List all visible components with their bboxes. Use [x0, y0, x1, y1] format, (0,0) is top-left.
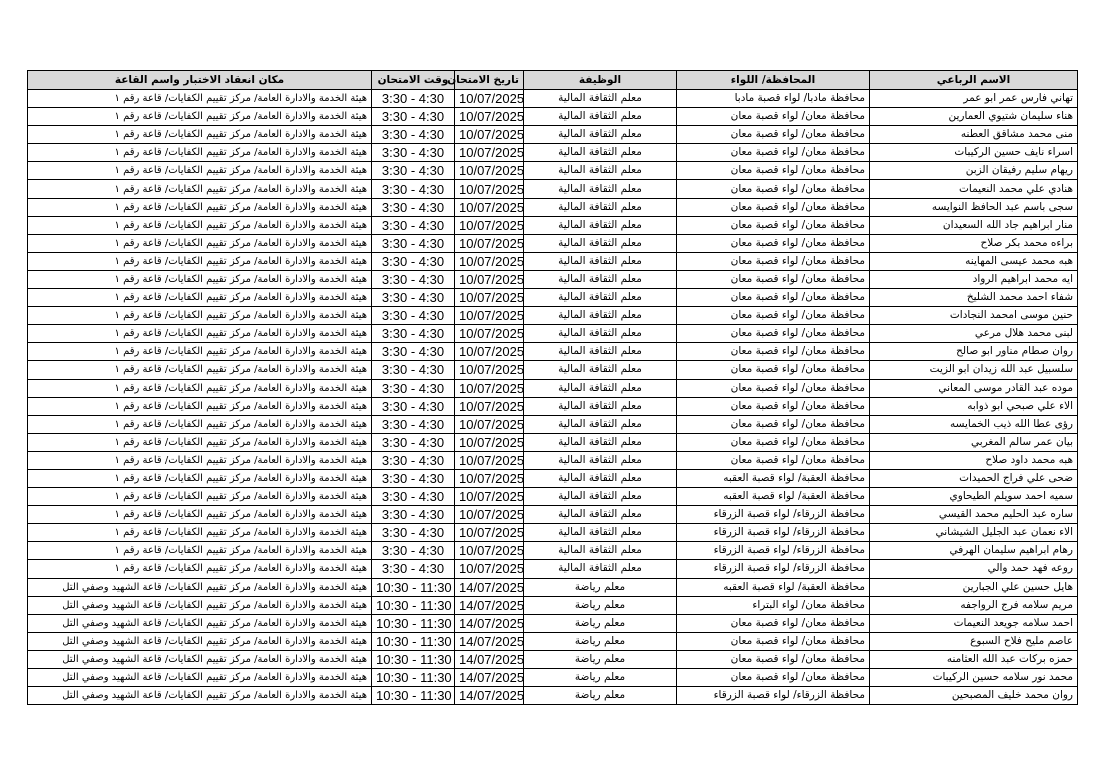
cell-job: معلم الثقافة المالية [524, 524, 677, 542]
cell-time: 3:30 - 4:30 [372, 270, 455, 288]
cell-date: 14/07/2025 [455, 669, 524, 687]
table-row [28, 325, 1078, 343]
table-row [28, 469, 1078, 487]
cell-venue: هيئة الخدمة والادارة العامة/ مركز تقييم الكفايات/ قاعة الشهيد وصفي التل [28, 632, 372, 650]
cell-time: 3:30 - 4:30 [372, 307, 455, 325]
cell-name: الاء نعمان عبد الجليل الشيشاني [870, 524, 1078, 542]
cell-job: معلم الثقافة المالية [524, 379, 677, 397]
cell-time: 10:30 - 11:30 [372, 650, 455, 668]
cell-venue: هيئة الخدمة والادارة العامة/ مركز تقييم الكفايات/ قاعة الشهيد وصفي التل [28, 596, 372, 614]
cell-venue: هيئة الخدمة والادارة العامة/ مركز تقييم الكفايات/ قاعة رقم ١ [28, 415, 372, 433]
cell-job: معلم الثقافة المالية [524, 90, 677, 108]
cell-venue: هيئة الخدمة والادارة العامة/ مركز تقييم الكفايات/ قاعة رقم ١ [28, 252, 372, 270]
exam-schedule-sheet [27, 70, 1077, 705]
cell-time: 10:30 - 11:30 [372, 614, 455, 632]
table-row [28, 596, 1078, 614]
cell-time: 3:30 - 4:30 [372, 361, 455, 379]
table-row [28, 542, 1078, 560]
cell-time: 3:30 - 4:30 [372, 379, 455, 397]
cell-time: 3:30 - 4:30 [372, 162, 455, 180]
cell-date: 10/07/2025 [455, 270, 524, 288]
cell-time: 3:30 - 4:30 [372, 415, 455, 433]
cell-name: رهام ابراهيم سليمان الهرفي [870, 542, 1078, 560]
cell-job: معلم الثقافة المالية [524, 361, 677, 379]
cell-venue: هيئة الخدمة والادارة العامة/ مركز تقييم الكفايات/ قاعة رقم ١ [28, 162, 372, 180]
cell-venue: هيئة الخدمة والادارة العامة/ مركز تقييم الكفايات/ قاعة الشهيد وصفي التل [28, 650, 372, 668]
cell-date: 10/07/2025 [455, 469, 524, 487]
cell-location: محافظة معان/ لواء قصبة معان [677, 650, 870, 668]
cell-date: 10/07/2025 [455, 379, 524, 397]
table-row [28, 433, 1078, 451]
table-row [28, 560, 1078, 578]
cell-job: معلم الثقافة المالية [524, 325, 677, 343]
cell-date: 10/07/2025 [455, 90, 524, 108]
cell-location: محافظة معان/ لواء قصبة معان [677, 451, 870, 469]
cell-time: 3:30 - 4:30 [372, 433, 455, 451]
cell-time: 3:30 - 4:30 [372, 488, 455, 506]
cell-time: 3:30 - 4:30 [372, 180, 455, 198]
table-row [28, 506, 1078, 524]
table-row [28, 234, 1078, 252]
cell-time: 3:30 - 4:30 [372, 469, 455, 487]
cell-venue: هيئة الخدمة والادارة العامة/ مركز تقييم الكفايات/ قاعة رقم ١ [28, 270, 372, 288]
cell-name: سجى باسم عبد الحافظ النوايسه [870, 198, 1078, 216]
cell-time: 3:30 - 4:30 [372, 90, 455, 108]
cell-location: محافظة معان/ لواء قصبة معان [677, 162, 870, 180]
cell-time: 3:30 - 4:30 [372, 108, 455, 126]
cell-time: 3:30 - 4:30 [372, 506, 455, 524]
cell-time: 3:30 - 4:30 [372, 252, 455, 270]
cell-time: 10:30 - 11:30 [372, 578, 455, 596]
cell-time: 3:30 - 4:30 [372, 216, 455, 234]
cell-location: محافظة العقبة/ لواء قصبة العقبه [677, 578, 870, 596]
cell-venue: هيئة الخدمة والادارة العامة/ مركز تقييم الكفايات/ قاعة رقم ١ [28, 289, 372, 307]
table-row [28, 216, 1078, 234]
cell-name: تهاني فارس عمر ابو عمر [870, 90, 1078, 108]
table-row [28, 361, 1078, 379]
table-row [28, 252, 1078, 270]
cell-date: 10/07/2025 [455, 451, 524, 469]
cell-location: محافظة الزرقاء/ لواء قصبة الزرقاء [677, 542, 870, 560]
table-row [28, 669, 1078, 687]
cell-date: 10/07/2025 [455, 542, 524, 560]
cell-time: 3:30 - 4:30 [372, 325, 455, 343]
cell-time: 10:30 - 11:30 [372, 687, 455, 705]
cell-date: 10/07/2025 [455, 180, 524, 198]
cell-time: 3:30 - 4:30 [372, 126, 455, 144]
table-header-row [28, 71, 1078, 90]
cell-date: 14/07/2025 [455, 578, 524, 596]
cell-job: معلم رياضة [524, 596, 677, 614]
cell-venue: هيئة الخدمة والادارة العامة/ مركز تقييم الكفايات/ قاعة رقم ١ [28, 144, 372, 162]
cell-name: روان محمد خليف المصبحين [870, 687, 1078, 705]
table-row [28, 270, 1078, 288]
table-row [28, 289, 1078, 307]
cell-date: 10/07/2025 [455, 289, 524, 307]
cell-job: معلم رياضة [524, 632, 677, 650]
cell-venue: هيئة الخدمة والادارة العامة/ مركز تقييم الكفايات/ قاعة الشهيد وصفي التل [28, 687, 372, 705]
cell-venue: هيئة الخدمة والادارة العامة/ مركز تقييم الكفايات/ قاعة الشهيد وصفي التل [28, 669, 372, 687]
cell-date: 10/07/2025 [455, 144, 524, 162]
cell-venue: هيئة الخدمة والادارة العامة/ مركز تقييم الكفايات/ قاعة رقم ١ [28, 90, 372, 108]
cell-venue: هيئة الخدمة والادارة العامة/ مركز تقييم الكفايات/ قاعة رقم ١ [28, 397, 372, 415]
cell-location: محافظة الزرقاء/ لواء قصبة الزرقاء [677, 506, 870, 524]
table-row [28, 488, 1078, 506]
cell-location: محافظة مادبا/ لواء قصبة مادبا [677, 90, 870, 108]
cell-time: 3:30 - 4:30 [372, 524, 455, 542]
cell-venue: هيئة الخدمة والادارة العامة/ مركز تقييم الكفايات/ قاعة رقم ١ [28, 361, 372, 379]
cell-name: هبه محمد عيسى المهاينه [870, 252, 1078, 270]
cell-name: ايه محمد ابراهيم الرواد [870, 270, 1078, 288]
cell-location: محافظة معان/ لواء قصبة معان [677, 433, 870, 451]
cell-location: محافظة معان/ لواء قصبة معان [677, 397, 870, 415]
table-row [28, 632, 1078, 650]
cell-time: 10:30 - 11:30 [372, 596, 455, 614]
cell-job: معلم رياضة [524, 578, 677, 596]
cell-date: 10/07/2025 [455, 234, 524, 252]
cell-location: محافظة معان/ لواء قصبة معان [677, 325, 870, 343]
cell-venue: هيئة الخدمة والادارة العامة/ مركز تقييم الكفايات/ قاعة رقم ١ [28, 126, 372, 144]
cell-date: 14/07/2025 [455, 650, 524, 668]
exam-schedule-table [27, 70, 1078, 705]
cell-venue: هيئة الخدمة والادارة العامة/ مركز تقييم الكفايات/ قاعة رقم ١ [28, 198, 372, 216]
cell-job: معلم الثقافة المالية [524, 560, 677, 578]
cell-venue: هيئة الخدمة والادارة العامة/ مركز تقييم الكفايات/ قاعة رقم ١ [28, 542, 372, 560]
cell-date: 10/07/2025 [455, 397, 524, 415]
table-row [28, 687, 1078, 705]
cell-date: 10/07/2025 [455, 343, 524, 361]
cell-location: محافظة معان/ لواء قصبة معان [677, 669, 870, 687]
cell-job: معلم الثقافة المالية [524, 542, 677, 560]
cell-job: معلم رياضة [524, 669, 677, 687]
cell-name: الاء علي صبحي ابو ذوابه [870, 397, 1078, 415]
cell-date: 10/07/2025 [455, 560, 524, 578]
cell-date: 10/07/2025 [455, 488, 524, 506]
cell-venue: هيئة الخدمة والادارة العامة/ مركز تقييم الكفايات/ قاعة الشهيد وصفي التل [28, 614, 372, 632]
table-row [28, 451, 1078, 469]
cell-date: 10/07/2025 [455, 415, 524, 433]
cell-job: معلم الثقافة المالية [524, 108, 677, 126]
cell-job: معلم الثقافة المالية [524, 307, 677, 325]
cell-date: 10/07/2025 [455, 307, 524, 325]
cell-job: معلم الثقافة المالية [524, 506, 677, 524]
cell-name: لبنى محمد هلال مرعي [870, 325, 1078, 343]
cell-location: محافظة معان/ لواء قصبة معان [677, 379, 870, 397]
cell-name: براءه محمد بكر صلاح [870, 234, 1078, 252]
cell-location: محافظة معان/ لواء البتراء [677, 596, 870, 614]
cell-job: معلم رياضة [524, 687, 677, 705]
cell-venue: هيئة الخدمة والادارة العامة/ مركز تقييم الكفايات/ قاعة رقم ١ [28, 216, 372, 234]
cell-location: محافظة معان/ لواء قصبة معان [677, 198, 870, 216]
cell-name: اسراء نايف حسين الركيبات [870, 144, 1078, 162]
cell-name: رؤى عطا الله ذيب الخمايسه [870, 415, 1078, 433]
cell-name: مريم سلامه فرج الرواجفه [870, 596, 1078, 614]
cell-venue: هيئة الخدمة والادارة العامة/ مركز تقييم الكفايات/ قاعة رقم ١ [28, 108, 372, 126]
cell-time: 10:30 - 11:30 [372, 669, 455, 687]
cell-name: احمد سلامه جويعد النعيمات [870, 614, 1078, 632]
table-row [28, 343, 1078, 361]
cell-time: 3:30 - 4:30 [372, 397, 455, 415]
cell-venue: هيئة الخدمة والادارة العامة/ مركز تقييم الكفايات/ قاعة رقم ١ [28, 524, 372, 542]
cell-venue: هيئة الخدمة والادارة العامة/ مركز تقييم الكفايات/ قاعة رقم ١ [28, 343, 372, 361]
cell-job: معلم الثقافة المالية [524, 162, 677, 180]
cell-name: محمد نور سلامه حسين الركيبات [870, 669, 1078, 687]
cell-location: محافظة معان/ لواء قصبة معان [677, 343, 870, 361]
cell-time: 3:30 - 4:30 [372, 542, 455, 560]
cell-time: 3:30 - 4:30 [372, 144, 455, 162]
header-name: الاسم الرباعي [870, 71, 1078, 90]
cell-date: 14/07/2025 [455, 596, 524, 614]
cell-venue: هيئة الخدمة والادارة العامة/ مركز تقييم الكفايات/ قاعة رقم ١ [28, 307, 372, 325]
cell-name: سلسبيل عبد الله زيدان ابو الزيت [870, 361, 1078, 379]
cell-job: معلم الثقافة المالية [524, 488, 677, 506]
cell-date: 10/07/2025 [455, 162, 524, 180]
cell-location: محافظة العقبة/ لواء قصبة العقبه [677, 488, 870, 506]
cell-venue: هيئة الخدمة والادارة العامة/ مركز تقييم الكفايات/ قاعة رقم ١ [28, 488, 372, 506]
cell-name: منار ابراهيم جاد الله السعيدان [870, 216, 1078, 234]
cell-venue: هيئة الخدمة والادارة العامة/ مركز تقييم الكفايات/ قاعة الشهيد وصفي التل [28, 578, 372, 596]
cell-date: 10/07/2025 [455, 361, 524, 379]
cell-job: معلم الثقافة المالية [524, 270, 677, 288]
table-row [28, 379, 1078, 397]
cell-name: عاصم مليح فلاح السبوع [870, 632, 1078, 650]
cell-location: محافظة معان/ لواء قصبة معان [677, 614, 870, 632]
table-row [28, 307, 1078, 325]
cell-name: هايل حسين علي الجبارين [870, 578, 1078, 596]
cell-job: معلم الثقافة المالية [524, 397, 677, 415]
cell-name: بيان عمر سالم المغربي [870, 433, 1078, 451]
cell-date: 10/07/2025 [455, 325, 524, 343]
cell-time: 3:30 - 4:30 [372, 198, 455, 216]
cell-time: 3:30 - 4:30 [372, 343, 455, 361]
header-date: تاريخ الامتحان [455, 71, 524, 90]
cell-job: معلم الثقافة المالية [524, 126, 677, 144]
cell-job: معلم الثقافة المالية [524, 252, 677, 270]
cell-time: 3:30 - 4:30 [372, 289, 455, 307]
table-row [28, 578, 1078, 596]
table-row [28, 415, 1078, 433]
cell-date: 14/07/2025 [455, 632, 524, 650]
cell-location: محافظة معان/ لواء قصبة معان [677, 415, 870, 433]
cell-time: 10:30 - 11:30 [372, 632, 455, 650]
cell-time: 3:30 - 4:30 [372, 451, 455, 469]
cell-name: حمزه بركات عبد الله العثامنه [870, 650, 1078, 668]
cell-job: معلم الثقافة المالية [524, 180, 677, 198]
header-venue: مكان انعقاد الاختبار واسم القاعة [28, 71, 372, 90]
cell-location: محافظة الزرقاء/ لواء قصبة الزرقاء [677, 524, 870, 542]
cell-job: معلم الثقافة المالية [524, 216, 677, 234]
cell-name: سميه احمد سويلم الطيحاوي [870, 488, 1078, 506]
cell-venue: هيئة الخدمة والادارة العامة/ مركز تقييم الكفايات/ قاعة رقم ١ [28, 379, 372, 397]
cell-location: محافظة معان/ لواء قصبة معان [677, 361, 870, 379]
cell-location: محافظة معان/ لواء قصبة معان [677, 307, 870, 325]
table-row [28, 90, 1078, 108]
cell-name: ريهام سليم رفيقان الزبن [870, 162, 1078, 180]
cell-venue: هيئة الخدمة والادارة العامة/ مركز تقييم الكفايات/ قاعة رقم ١ [28, 560, 372, 578]
cell-date: 14/07/2025 [455, 614, 524, 632]
cell-name: شفاء احمد محمد الشليخ [870, 289, 1078, 307]
cell-venue: هيئة الخدمة والادارة العامة/ مركز تقييم الكفايات/ قاعة رقم ١ [28, 234, 372, 252]
cell-venue: هيئة الخدمة والادارة العامة/ مركز تقييم الكفايات/ قاعة رقم ١ [28, 433, 372, 451]
cell-venue: هيئة الخدمة والادارة العامة/ مركز تقييم الكفايات/ قاعة رقم ١ [28, 506, 372, 524]
table-row [28, 180, 1078, 198]
cell-location: محافظة معان/ لواء قصبة معان [677, 126, 870, 144]
cell-name: ضحى علي فراج الحميدات [870, 469, 1078, 487]
cell-name: هبه محمد داود صلاح [870, 451, 1078, 469]
cell-job: معلم رياضة [524, 614, 677, 632]
cell-location: محافظة معان/ لواء قصبة معان [677, 144, 870, 162]
cell-date: 10/07/2025 [455, 198, 524, 216]
cell-location: محافظة الزرقاء/ لواء قصبة الزرقاء [677, 687, 870, 705]
cell-job: معلم الثقافة المالية [524, 289, 677, 307]
cell-location: محافظة الزرقاء/ لواء قصبة الزرقاء [677, 560, 870, 578]
cell-job: معلم الثقافة المالية [524, 234, 677, 252]
cell-name: هنادي علي محمد النعيمات [870, 180, 1078, 198]
header-time: وقت الامتحان [372, 71, 455, 90]
cell-job: معلم الثقافة المالية [524, 433, 677, 451]
cell-location: محافظة معان/ لواء قصبة معان [677, 289, 870, 307]
table-row [28, 614, 1078, 632]
cell-time: 3:30 - 4:30 [372, 234, 455, 252]
table-body [28, 90, 1078, 705]
cell-date: 10/07/2025 [455, 252, 524, 270]
cell-venue: هيئة الخدمة والادارة العامة/ مركز تقييم الكفايات/ قاعة رقم ١ [28, 325, 372, 343]
cell-name: موده عبد القادر موسى المعاني [870, 379, 1078, 397]
table-row [28, 650, 1078, 668]
cell-date: 10/07/2025 [455, 108, 524, 126]
cell-venue: هيئة الخدمة والادارة العامة/ مركز تقييم الكفايات/ قاعة رقم ١ [28, 180, 372, 198]
cell-job: معلم الثقافة المالية [524, 144, 677, 162]
cell-date: 14/07/2025 [455, 687, 524, 705]
table-row [28, 144, 1078, 162]
cell-date: 10/07/2025 [455, 433, 524, 451]
table-row [28, 162, 1078, 180]
table-row [28, 524, 1078, 542]
cell-venue: هيئة الخدمة والادارة العامة/ مركز تقييم الكفايات/ قاعة رقم ١ [28, 451, 372, 469]
cell-job: معلم الثقافة المالية [524, 469, 677, 487]
cell-location: محافظة معان/ لواء قصبة معان [677, 234, 870, 252]
cell-location: محافظة معان/ لواء قصبة معان [677, 632, 870, 650]
cell-location: محافظة معان/ لواء قصبة معان [677, 216, 870, 234]
cell-date: 10/07/2025 [455, 126, 524, 144]
cell-name: روان صطام مناور ابو صالح [870, 343, 1078, 361]
cell-job: معلم الثقافة المالية [524, 415, 677, 433]
cell-job: معلم الثقافة المالية [524, 451, 677, 469]
cell-location: محافظة معان/ لواء قصبة معان [677, 252, 870, 270]
table-row [28, 198, 1078, 216]
header-location: المحافظة/ اللواء [677, 71, 870, 90]
cell-location: محافظة معان/ لواء قصبة معان [677, 180, 870, 198]
cell-name: ساره عبد الحليم محمد القيسي [870, 506, 1078, 524]
cell-name: روعه فهد حمد والي [870, 560, 1078, 578]
cell-name: هناء سليمان شتيوي العمارين [870, 108, 1078, 126]
cell-location: محافظة العقبة/ لواء قصبة العقبه [677, 469, 870, 487]
cell-date: 10/07/2025 [455, 216, 524, 234]
cell-name: منى محمد مشاقق العطنه [870, 126, 1078, 144]
cell-time: 3:30 - 4:30 [372, 560, 455, 578]
cell-job: معلم الثقافة المالية [524, 198, 677, 216]
cell-location: محافظة معان/ لواء قصبة معان [677, 108, 870, 126]
cell-date: 10/07/2025 [455, 524, 524, 542]
table-row [28, 126, 1078, 144]
cell-job: معلم الثقافة المالية [524, 343, 677, 361]
cell-job: معلم رياضة [524, 650, 677, 668]
cell-name: حنين موسى امحمد النجادات [870, 307, 1078, 325]
header-job: الوظيفة [524, 71, 677, 90]
cell-venue: هيئة الخدمة والادارة العامة/ مركز تقييم الكفايات/ قاعة رقم ١ [28, 469, 372, 487]
table-row [28, 108, 1078, 126]
cell-location: محافظة معان/ لواء قصبة معان [677, 270, 870, 288]
cell-date: 10/07/2025 [455, 506, 524, 524]
table-row [28, 397, 1078, 415]
